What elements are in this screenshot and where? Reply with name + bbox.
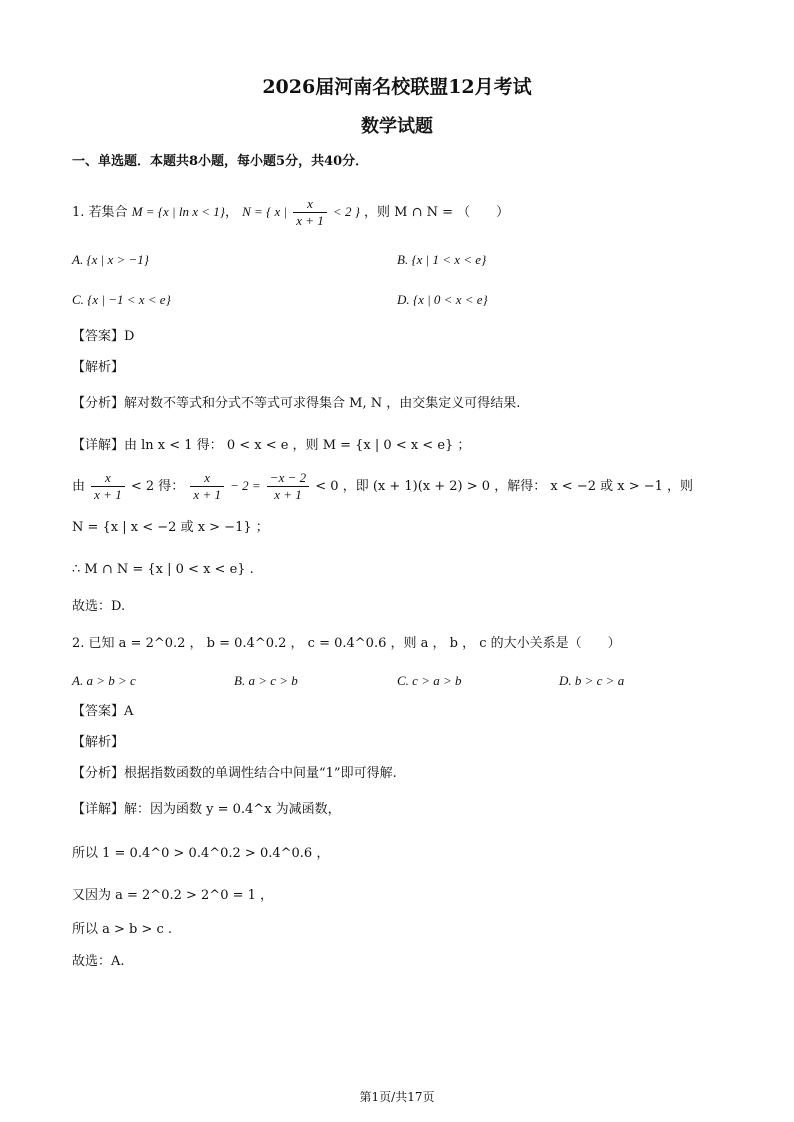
- q1-detail-2-prefix: 由: [72, 479, 86, 494]
- q2-option-b: B. a > c > b: [234, 673, 298, 688]
- q1-detail-2-fraction-3: [267, 470, 309, 503]
- q2-choose: 故选：A.: [72, 954, 125, 969]
- q1-stem: [72, 196, 509, 229]
- q1-fenxi: 【分析】解对数不等式和分式不等式可求得集合 M, N ，由交集定义可得结果.: [72, 396, 521, 411]
- q1-choose: 故选：D.: [72, 599, 126, 614]
- q1-detail-2-frac1-den: x + 1: [94, 487, 122, 502]
- q2-analysis-heading: 【解析】: [72, 735, 125, 750]
- q2-detail-3: 又因为 a = 2^0.2 > 2^0 = 1 ，: [72, 888, 274, 903]
- q1-detail-2-frac2-den: x + 1: [193, 487, 221, 502]
- q1-option-a: A. {x | x > −1}: [72, 252, 149, 267]
- q1-set-n-right: < 2 }: [332, 204, 360, 219]
- q1-option-b: B. {x | 1 < x < e}: [397, 252, 487, 267]
- q1-detail-2-fraction-1: [91, 470, 125, 503]
- exam-title: 2026届河南名校联盟12月考试: [262, 76, 532, 98]
- q1-analysis-heading: 【解析】: [72, 360, 125, 375]
- q2-option-d: D. b > c > a: [559, 673, 625, 688]
- q1-detail-2: [72, 470, 693, 503]
- q1-detail-3: N = {x | x < −2 或 x > −1} ；: [72, 520, 269, 535]
- q1-set-n-fraction: [293, 196, 327, 229]
- q2-option-c: C. c > a > b: [397, 673, 462, 688]
- q1-detail-2-fraction-2: [190, 470, 224, 503]
- q1-answer: 【答案】D: [72, 329, 135, 344]
- q1-option-c: C. {x | −1 < x < e}: [72, 292, 171, 307]
- q1-detail-2-mid2: − 2 =: [230, 478, 261, 493]
- q1-set-m: M = {x | ln x < 1}: [131, 204, 225, 219]
- q2-detail-4: 所以 a > b > c .: [72, 922, 173, 937]
- q1-set-n-left: N = { x |: [242, 204, 288, 219]
- page-footer: 第1页/共17页: [359, 1090, 435, 1104]
- q1-detail-2-frac3-den: x + 1: [274, 487, 302, 502]
- q1-detail-1: 【详解】由 ln x < 1 得： 0 < x < e ，则 M = {x | 0 < x < e} ；: [72, 438, 471, 453]
- q1-detail-2-frac1-num: x: [91, 470, 125, 487]
- q1-stem-suffix: ，则 M ∩ N = （ ）: [364, 205, 510, 220]
- q1-set-n-denominator: x + 1: [296, 213, 324, 228]
- q2-answer: 【答案】A: [72, 704, 134, 719]
- q1-detail-2-suffix: < 0 ，即 (x + 1)(x + 2) > 0 ，解得： x < −2 或 x > −1 ，则: [315, 479, 694, 494]
- q1-set-n-numerator: x: [293, 196, 327, 213]
- q1-detail-2-frac3-num: −x − 2: [267, 470, 309, 487]
- q1-detail-2-mid: < 2 得：: [130, 479, 185, 494]
- section-heading: 一、单选题．本题共8小题，每小题5分，共40分．: [72, 154, 369, 169]
- q1-stem-prefix: 1. 若集合: [72, 205, 128, 220]
- exam-subtitle: 数学试题: [361, 116, 433, 137]
- q1-detail-2-frac2-num: x: [190, 470, 224, 487]
- q2-option-a: A. a > b > c: [72, 673, 136, 688]
- q2-fenxi: 【分析】根据指数函数的单调性结合中间量“1”即可得解.: [72, 766, 397, 781]
- q1-detail-4: ∴ M ∩ N = {x | 0 < x < e} .: [72, 562, 254, 577]
- q1-comma: ，: [224, 205, 238, 220]
- q2-detail-2: 所以 1 = 0.4^0 > 0.4^0.2 > 0.4^0.6 ，: [72, 846, 330, 861]
- q1-option-d: D. {x | 0 < x < e}: [397, 292, 488, 307]
- q2-detail-1: 【详解】解：因为函数 y = 0.4^x 为减函数，: [72, 802, 341, 817]
- q2-stem: 2. 已知 a = 2^0.2 ， b = 0.4^0.2 ， c = 0.4^0.6 ，则 a ， b ， c 的大小关系是（ ）: [72, 636, 621, 651]
